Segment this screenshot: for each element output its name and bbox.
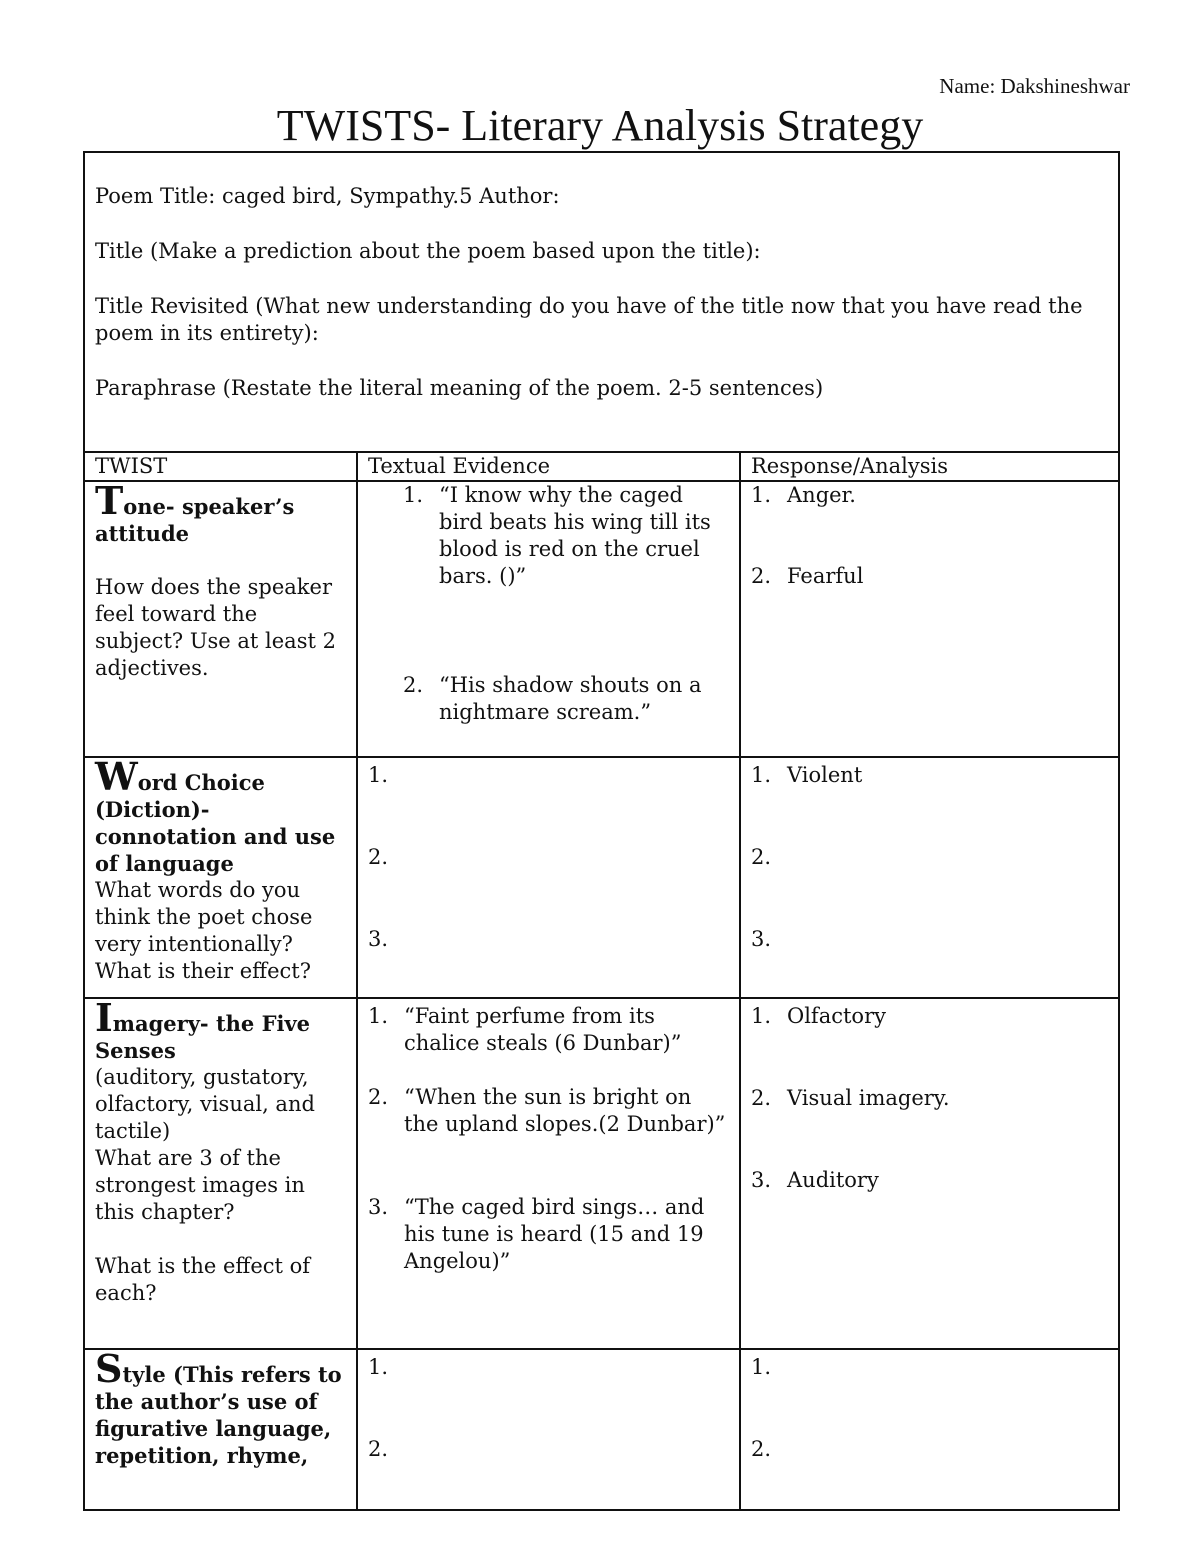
imagery-question: What are 3 of the strongest images in this chapter? (95, 1146, 305, 1224)
item-number: 2. (368, 845, 389, 869)
item-text: “I know why the caged bird beats his wing till its blood is red on the cruel bars. ()” (439, 483, 711, 588)
item-number: 1. (751, 1004, 772, 1028)
header-response: Response/Analysis (740, 452, 1119, 481)
item-text: Fearful (787, 564, 864, 588)
word-choice-category (84, 754, 357, 998)
item-text: Violent (787, 763, 863, 787)
twists-table (83, 151, 1120, 1511)
item-number: 2. (368, 1085, 389, 1109)
item-number: 1. (368, 763, 389, 787)
title-prediction-field[interactable]: Title (Make a prediction about the poem based upon the title): (95, 239, 761, 263)
word-choice-question: What words do you think the poet chose very intentionally? What is their effect? (95, 878, 313, 983)
item-number: 1. (751, 483, 772, 507)
list-item (368, 762, 729, 789)
item-number: 2. (751, 564, 772, 588)
item-number: 3. (751, 1168, 772, 1192)
item-number: 1. (368, 1355, 389, 1379)
intro-row (84, 152, 1119, 452)
row-word-choice (84, 757, 1119, 998)
item-number: 1. (751, 1355, 772, 1379)
item-number: 2. (403, 673, 424, 697)
item-number: 2. (751, 1437, 772, 1461)
word-choice-heading (95, 754, 346, 877)
list-item (368, 1084, 729, 1138)
style-evidence[interactable] (357, 1349, 740, 1510)
intro-cell (84, 152, 1119, 452)
item-number: 2. (751, 1086, 772, 1110)
poem-title-field[interactable]: Poem Title: caged bird, Sympathy.5 Author: (95, 184, 560, 208)
item-text: Visual imagery. (787, 1086, 950, 1110)
list-item (751, 1085, 1108, 1112)
tone-category (84, 478, 357, 757)
header-evidence: Textual Evidence (357, 452, 740, 481)
header-twist: TWIST (84, 452, 357, 481)
list-item (751, 762, 1108, 789)
list-item (368, 1194, 729, 1275)
student-name: Name: Dakshineshwar (939, 74, 1130, 98)
imagery-category (84, 995, 357, 1349)
item-number: 1. (403, 483, 424, 507)
item-number: 3. (368, 927, 389, 951)
list-item (751, 926, 1108, 953)
imagery-heading (95, 995, 346, 1064)
word-choice-initial: W (95, 754, 138, 799)
tone-initial: T (95, 478, 124, 523)
row-imagery (84, 998, 1119, 1349)
list-item (751, 844, 1108, 871)
style-initial: S (95, 1346, 123, 1391)
item-number: 2. (368, 1437, 389, 1461)
header-row (84, 452, 1119, 481)
list-item (368, 844, 729, 871)
list-item (368, 1003, 729, 1057)
list-item (368, 926, 729, 953)
tone-response[interactable] (740, 481, 1119, 757)
style-response[interactable] (740, 1349, 1119, 1510)
row-tone (84, 481, 1119, 757)
paraphrase-field[interactable]: Paraphrase (Restate the literal meaning of the poem. 2-5 sentences) (95, 376, 824, 400)
list-item (751, 1003, 1108, 1030)
imagery-response[interactable] (740, 998, 1119, 1349)
item-text: “His shadow shouts on a nightmare scream.” (439, 673, 702, 724)
item-text: Anger. (787, 483, 856, 507)
list-item (368, 1354, 729, 1381)
style-heading-text: tyle (This refers to the author’s use of figurative language, repetition, rhyme, (95, 1362, 342, 1468)
imagery-evidence[interactable] (357, 998, 740, 1349)
item-number: 3. (368, 1195, 389, 1219)
item-text: “The caged bird sings… and his tune is heard (15 and 19 Angelou)” (404, 1195, 705, 1273)
item-number: 3. (751, 927, 772, 951)
row-style (84, 1349, 1119, 1510)
title-revisited-field[interactable]: Title Revisited (What new understanding do you have of the title now that you have read the poem in its entirety): (95, 294, 1083, 345)
list-item (751, 563, 1108, 590)
word-choice-response[interactable] (740, 757, 1119, 998)
imagery-effect-question: What is the effect of each? (95, 1254, 311, 1305)
item-number: 1. (368, 1004, 389, 1028)
list-item (751, 1354, 1108, 1381)
page-title: TWISTS- Literary Analysis Strategy (276, 101, 924, 150)
imagery-heading-text: magery- the Five Senses (95, 1011, 311, 1063)
list-item (751, 482, 1108, 509)
item-number: 1. (751, 763, 772, 787)
list-item (368, 1436, 729, 1463)
list-item (403, 672, 729, 726)
imagery-senses: (auditory, gustatory, olfactory, visual, and tactile) (95, 1065, 315, 1143)
list-item (403, 482, 729, 590)
item-text: Auditory (787, 1168, 879, 1192)
style-heading (95, 1346, 346, 1469)
tone-evidence[interactable] (357, 481, 740, 757)
tone-heading-text: one- speaker’s attitude (95, 494, 295, 546)
list-item (751, 1167, 1108, 1194)
word-choice-heading-text: ord Choice (Diction)- connotation and use of language (95, 770, 336, 876)
item-text: “When the sun is bright on the upland slopes.(2 Dunbar)” (404, 1085, 726, 1136)
item-text: Olfactory (787, 1004, 886, 1028)
tone-heading (95, 478, 346, 547)
item-text: “Faint perfume from its chalice steals (6 Dunbar)” (404, 1004, 682, 1055)
word-choice-evidence[interactable] (357, 757, 740, 998)
item-number: 2. (751, 845, 772, 869)
imagery-initial: I (95, 995, 113, 1040)
style-category (84, 1346, 357, 1510)
list-item (751, 1436, 1108, 1463)
tone-question: How does the speaker feel toward the subject? Use at least 2 adjectives. (95, 575, 336, 680)
